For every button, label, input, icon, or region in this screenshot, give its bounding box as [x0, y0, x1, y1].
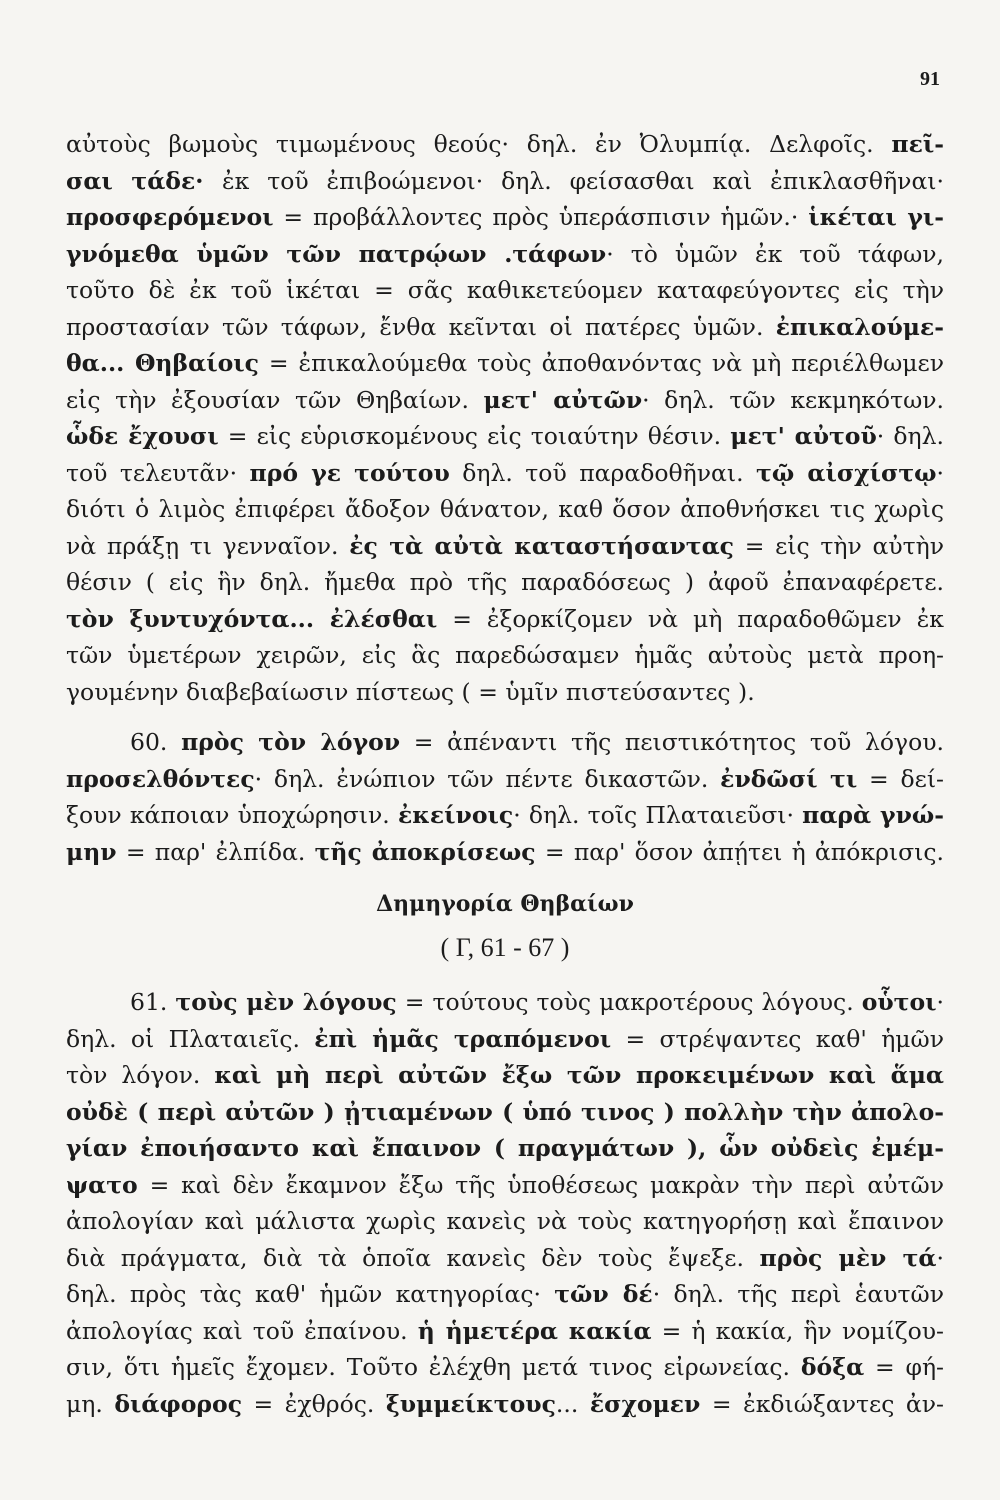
lemma-term: μην — [66, 837, 117, 866]
text-line — [66, 1313, 944, 1350]
text-line — [66, 674, 944, 711]
lemma-term: οὐδὲ ( περὶ αὐτῶν ) ᾐτιαμένων ( ὑπό τινος ) πολλὴν τὴν ἀπολο- — [66, 1097, 944, 1126]
lemma-term: μετ' αὐτοῦ — [730, 422, 877, 450]
gloss-text: = ἐκδιώξαντες ἀν- — [700, 1389, 944, 1418]
text-line — [66, 1130, 944, 1167]
gloss-text: · τὸ ὑμῶν ἐκ τοῦ τάφων, — [606, 239, 944, 268]
text-line — [66, 761, 944, 798]
text-line — [66, 382, 944, 419]
gloss-text: θέσιν ( εἰς ἣν δηλ. ἤμεθα πρὸ τῆς παραδόσεως ) ἀφοῦ ἐπαναφέρετε. — [66, 568, 944, 596]
gloss-text: · δηλ. τῆς περὶ ἑαυτῶν — [652, 1280, 944, 1308]
text-line — [66, 797, 944, 834]
lemma-term: διάφορος — [114, 1389, 243, 1418]
gloss-text: σιν, ὅτι ἡμεῖς ἔχομεν. Τοῦτο ἐλέχθη μετά τινος εἰρωνείας. — [66, 1353, 801, 1381]
gloss-text: = ἐχθρός. — [242, 1389, 386, 1418]
text-line — [66, 455, 944, 492]
gloss-text: ἀπολογίας καὶ τοῦ ἐπαίνου. — [66, 1316, 418, 1345]
text-line — [66, 1167, 944, 1204]
text-line — [66, 1276, 944, 1313]
commentary-block-59 — [66, 126, 944, 870]
lemma-term: παρὰ γνώ- — [802, 801, 944, 829]
lemma-term: ἐς τὰ αὐτὰ καταστήσαντας — [349, 531, 734, 560]
lemma-term: γνόμεθα ὑμῶν τῶν πατρῴων .τάφων — [66, 239, 607, 268]
text-line — [66, 1386, 944, 1423]
text-line — [66, 834, 944, 871]
lemma-term: τῶν δέ — [554, 1280, 653, 1308]
gloss-text: ξουν κάποιαν ὑποχώρησιν. — [66, 801, 398, 829]
lemma-term: οὗτοι — [861, 988, 937, 1016]
lemma-term: δόξα — [800, 1353, 865, 1381]
text-line — [66, 236, 944, 273]
text-line — [66, 309, 944, 346]
gloss-text: 61. — [130, 988, 176, 1016]
gloss-text: · δηλ. — [876, 422, 944, 450]
lemma-term: θα... Θηβαίοις — [66, 349, 259, 377]
lemma-term: ἡ ἡμετέρα κακία — [417, 1316, 652, 1345]
lemma-term: ἐπικαλούμε- — [775, 312, 944, 341]
gloss-text: ἀπολογίαν καὶ μάλιστα χωρὶς κανεὶς νὰ τοὺς κατηγορήσῃ καὶ ἔπαινον — [66, 1207, 944, 1235]
gloss-text: διὰ πράγματα, διὰ τὰ ὁποῖα κανεὶς δὲν τοὺς ἔψεξε. — [66, 1243, 760, 1272]
gloss-text: = ἡ κακία, ἣν νομίζου- — [651, 1316, 944, 1345]
text-line — [66, 528, 944, 565]
text-line — [66, 1094, 944, 1131]
gloss-text: ... — [555, 1389, 590, 1418]
gloss-text: ἐκ τοῦ ἐπιβοώμενοι· δηλ. φείσασθαι καὶ ἐπικλασθῆναι· — [222, 166, 944, 195]
lemma-term: μετ' αὐτῶν — [483, 385, 643, 414]
text-line — [66, 199, 944, 236]
section-title: Δημηγορία Θηβαίων — [376, 891, 634, 917]
gloss-text: διότι ὁ λιμὸς ἐπιφέρει ἄδοξον θάνατον, καθ ὅσον ἀποθνήσκει τις χωρὶς — [66, 495, 944, 523]
lemma-term: προσελθόντες — [66, 764, 255, 793]
gloss-text: · — [936, 458, 944, 487]
gloss-text: = προβάλλοντες πρὸς ὑπεράσπισιν ἡμῶν.· — [273, 203, 809, 231]
gloss-text: τὸν λόγον. — [66, 1061, 215, 1089]
gloss-text: = φή- — [864, 1353, 944, 1381]
text-line — [66, 272, 944, 309]
lemma-term: τῆς ἀποκρίσεως — [314, 837, 536, 866]
text-line — [66, 1021, 944, 1058]
text-line — [66, 601, 944, 638]
text-line — [66, 345, 944, 382]
lemma-term: τοὺς μὲν λόγους — [175, 988, 397, 1016]
gloss-text: 60. — [130, 728, 182, 756]
lemma-term: πρὸς μὲν τά — [759, 1243, 937, 1272]
text-line — [66, 126, 944, 163]
gloss-text: = εἰς τὴν αὐτὴν — [734, 531, 944, 560]
lemma-term: πεῖ- — [891, 130, 944, 158]
gloss-text: · δηλ. τῶν κεκμηκότων. — [642, 385, 944, 414]
gloss-text: τοῦ τελευτᾶν· — [66, 458, 250, 487]
text-line — [66, 491, 944, 528]
gloss-text: = στρέψαντες καθ' ἡμῶν — [611, 1024, 944, 1053]
lemma-term: πρὸς τὸν λόγον — [181, 728, 401, 756]
text-line — [66, 1203, 944, 1240]
gloss-text: = παρ' ὅσον ἀπῄτει ἡ ἀπόκρισις. — [535, 837, 944, 866]
gloss-text: = παρ' ἐλπίδα. — [116, 837, 315, 866]
page-body — [66, 126, 944, 1422]
gloss-text: = ἐξορκίζομεν νὰ μὴ παραδοθῶμεν ἐκ — [437, 604, 944, 633]
gloss-text: · — [936, 1243, 944, 1272]
lemma-term: τῷ αἰσχίστῳ — [756, 458, 937, 487]
gloss-text: = ἀπέναντι τῆς πειστικότητος τοῦ λόγου. — [400, 728, 944, 756]
lemma-term: ἔσχομεν — [589, 1389, 701, 1418]
lemma-term: ἱκέται γι- — [808, 203, 944, 231]
gloss-text: = δεί- — [857, 764, 944, 793]
commentary-block-61 — [66, 984, 944, 1422]
text-line — [66, 163, 944, 200]
gloss-text: εἰς τὴν ἐξουσίαν τῶν Θηβαίων. — [66, 385, 484, 414]
lemma-term: ἐνδῶσί τι — [720, 764, 858, 793]
gloss-text: = τούτους τοὺς μακροτέρους λόγους. — [396, 988, 862, 1016]
lemma-term: προσφερόμενοι — [66, 203, 274, 231]
lemma-term: καὶ μὴ περὶ αὐτῶν ἔξω τῶν προκειμένων καὶ ἅμα — [214, 1061, 944, 1089]
page-number: 91 — [920, 68, 940, 90]
lemma-term: τὸν ξυντυχόντα... ἐλέσθαι — [66, 604, 438, 633]
lemma-term: ἐπὶ ἡμᾶς τραπόμενοι — [314, 1024, 612, 1053]
gloss-text: δηλ. οἱ Πλαταιεῖς. — [66, 1024, 315, 1053]
text-line — [66, 564, 944, 601]
gloss-text: · — [936, 988, 944, 1016]
gloss-text: δηλ. πρὸς τὰς καθ' ἡμῶν κατηγορίας· — [66, 1280, 555, 1308]
lemma-term: ἐκείνοις — [397, 801, 514, 829]
lemma-term: σαι τάδε· — [66, 166, 223, 195]
gloss-text: = ἐπικαλούμεθα τοὺς ἀποθανόντας νὰ μὴ περιέλθωμεν — [258, 349, 944, 377]
lemma-term: ψατο — [66, 1170, 138, 1199]
gloss-text: γουμένην διαβεβαίωσιν πίστεως ( = ὑμῖν πιστεύσαντες ). — [66, 677, 755, 706]
lemma-term: ξυμμείκτους — [385, 1389, 556, 1418]
gloss-text: = καὶ δὲν ἔκαμνον ἔξω τῆς ὑποθέσεως μακρὰν τὴν περὶ αὐτῶν — [137, 1170, 944, 1199]
text-line — [66, 637, 944, 674]
lemma-term: γίαν ἐποιήσαντο καὶ ἔπαινον ( πραγμάτων ), ὧν οὐδεὶς ἐμέμ- — [66, 1134, 944, 1162]
gloss-text: = εἰς εὑρισκομένους εἰς τοιαύτην θέσιν. — [218, 422, 731, 450]
lemma-term: πρό γε τούτου — [249, 458, 450, 487]
text-line — [66, 724, 944, 761]
gloss-text: αὐτοὺς βωμοὺς τιμωμένους θεούς· δηλ. ἐν Ὀλυμπίᾳ. Δελφοῖς. — [66, 130, 892, 158]
gloss-text: μη. — [66, 1389, 115, 1418]
text-line — [66, 418, 944, 455]
gloss-text: προστασίαν τῶν τάφων, ἔνθα κεῖνται οἱ πατέρες ὑμῶν. — [66, 312, 776, 341]
gloss-text: τῶν ὑμετέρων χειρῶν, εἰς ἃς παρεδώσαμεν ἡμᾶς αὐτοὺς μετὰ προη- — [66, 641, 944, 669]
text-line — [66, 1349, 944, 1386]
text-line — [66, 1240, 944, 1277]
text-line — [66, 984, 944, 1021]
text-line — [66, 1057, 944, 1094]
gloss-text: τοῦτο δὲ ἐκ τοῦ ἱκέται = σᾶς καθικετεύομεν καταφεύγοντες εἰς τὴν — [66, 276, 944, 304]
section-reference: ( Γ, 61 - 67 ) — [440, 933, 570, 962]
gloss-text: · δηλ. ἐνώπιον τῶν πέντε δικαστῶν. — [254, 764, 721, 793]
gloss-text: · δηλ. τοῖς Πλαταιεῦσι· — [513, 801, 803, 829]
gloss-text: νὰ πράξῃ τι γενναῖον. — [66, 531, 350, 560]
gloss-text: δηλ. τοῦ παραδοθῆναι. — [449, 458, 757, 487]
lemma-term: ὧδε ἔχουσι — [66, 422, 219, 450]
